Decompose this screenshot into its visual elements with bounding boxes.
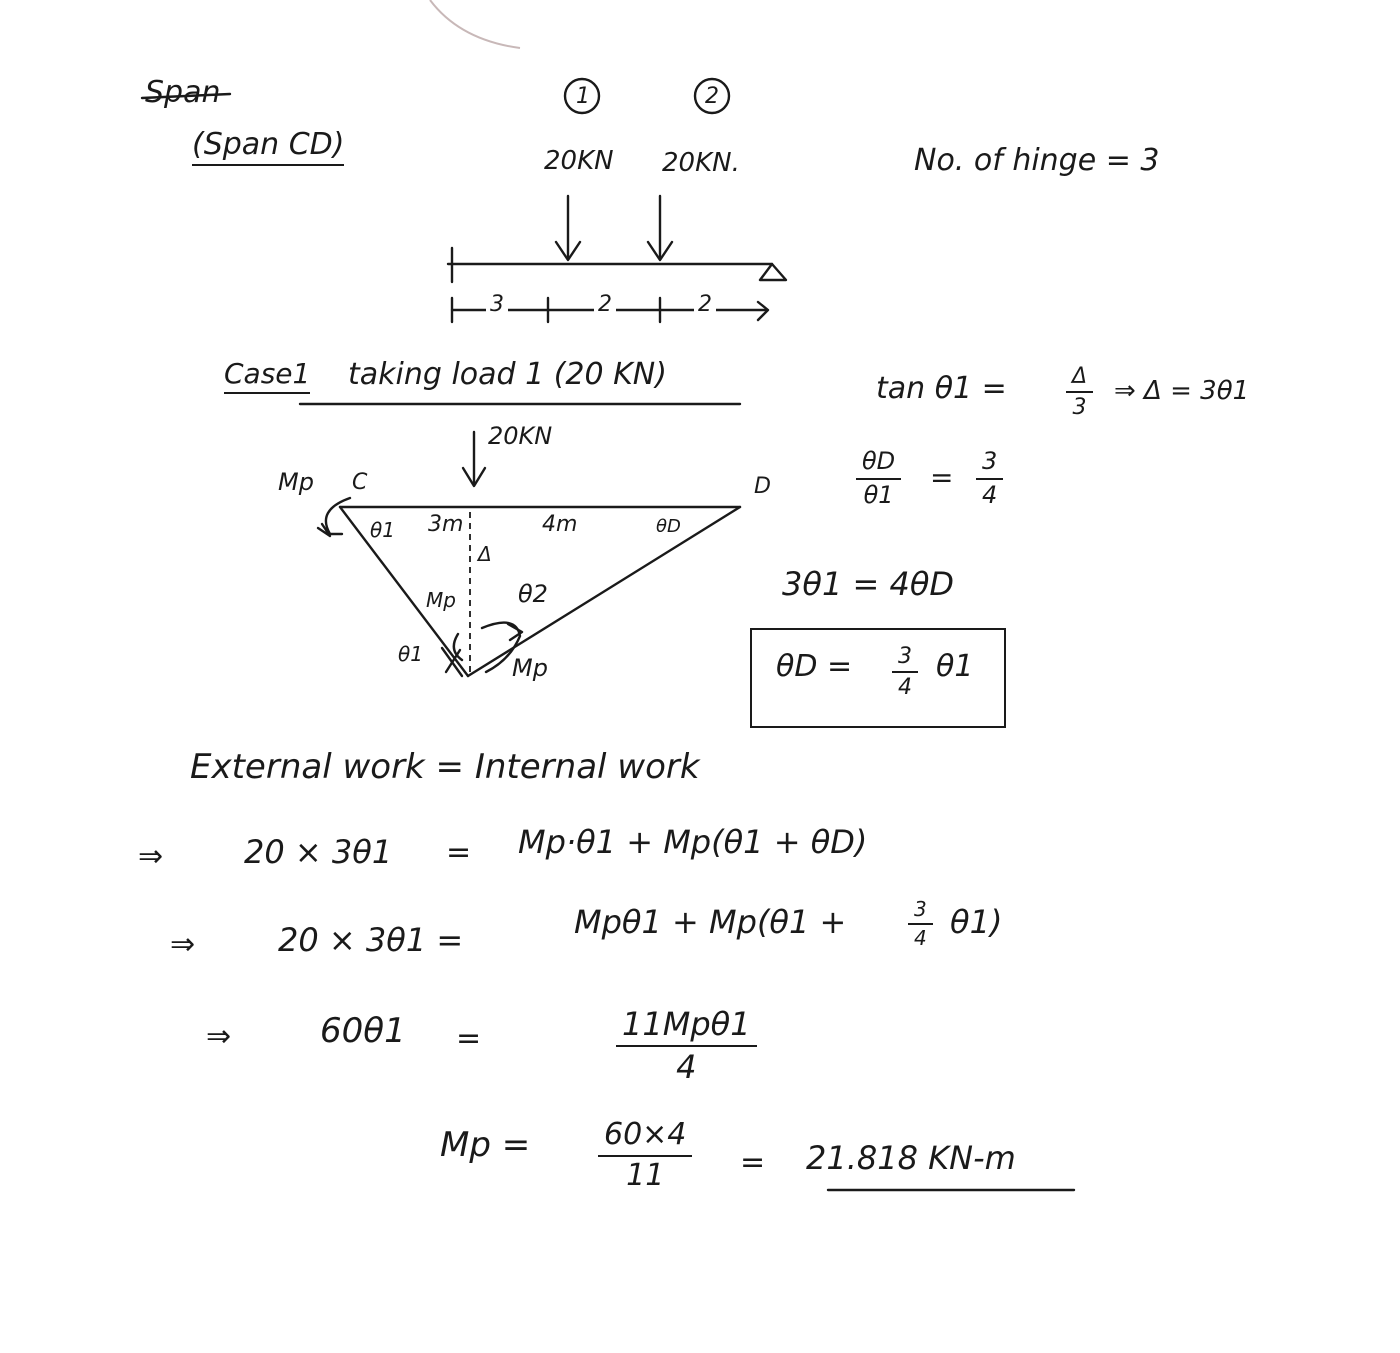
load-marker-1: 1 <box>576 84 590 109</box>
case-title: Case1 <box>224 360 310 394</box>
line3-fraction <box>616 1006 757 1086</box>
line4-lhs: Mp = <box>440 1125 531 1165</box>
load-marker-2: 2 <box>705 84 719 109</box>
theta2-label: θ2 <box>518 580 548 608</box>
boxed-rhs: θ1 <box>936 649 974 684</box>
mechanism-right-side <box>468 507 740 676</box>
line2-denominator: 4 <box>914 926 927 950</box>
load-2-label: 20KN. <box>662 148 740 178</box>
tan-lhs: tan θ1 = <box>876 371 1007 406</box>
mechanism-load-label: 20KN <box>488 422 553 450</box>
dimension-3: 3 <box>486 294 508 316</box>
relation-3-4: 3θ1 = 4θD <box>782 565 955 603</box>
boxed-lhs: θD = <box>776 649 853 684</box>
delta-label: Δ <box>478 542 492 566</box>
span-label: (Span CD) <box>192 130 344 166</box>
mp-bottom-label: Mp <box>512 654 548 682</box>
work-title: External work = Internal work <box>190 747 700 787</box>
ratio-numerator: θD <box>856 448 901 480</box>
ratio-fraction-right <box>976 448 1003 509</box>
line3-numerator: 11Mpθ1 <box>616 1006 757 1047</box>
line4-denominator: 11 <box>626 1157 665 1193</box>
mp-left-label: Mp <box>278 468 314 496</box>
theta1-bottom-label: θ1 <box>398 642 423 666</box>
theta-d-label: θD <box>656 516 681 537</box>
tan-fraction <box>1066 364 1093 421</box>
tan-result: ⇒ Δ = 3θ1 <box>1114 376 1250 406</box>
line4-fraction <box>598 1118 692 1193</box>
faint-pencil-curve <box>430 0 520 48</box>
line4-equals: = <box>740 1145 766 1180</box>
load-1-label: 20KN <box>544 146 614 176</box>
dimension-2a: 2 <box>594 294 616 316</box>
ratio-equals: = <box>930 461 954 494</box>
ratio-right-numerator: 3 <box>976 448 1003 480</box>
line3-lhs: 60θ1 <box>320 1011 406 1051</box>
final-answer: 21.818 KN-m <box>806 1139 1016 1177</box>
tan-numerator: Δ <box>1066 364 1093 393</box>
dimension-2b: 2 <box>694 294 716 316</box>
roller-support <box>760 264 786 280</box>
ratio-denominator: θ1 <box>863 480 894 509</box>
line1-rhs: Mp·θ1 + Mp(θ1 + θD) <box>518 823 868 861</box>
line2-numerator: 3 <box>908 898 933 925</box>
line3-equals: = <box>456 1021 482 1056</box>
line3-denominator: 4 <box>676 1047 697 1086</box>
distance-3m: 3m <box>428 512 464 537</box>
mp-mid-label: Mp <box>426 588 456 612</box>
theta1-top-label: θ1 <box>370 518 395 542</box>
boxed-numerator: 3 <box>892 644 918 673</box>
line2-rhs-b: θ1) <box>950 903 1003 941</box>
line2-arrow: ⇒ <box>170 927 196 962</box>
node-d-label: D <box>754 474 771 499</box>
tan-denominator: 3 <box>1072 395 1087 421</box>
line4-numerator: 60×4 <box>598 1118 692 1157</box>
case-description: taking load 1 (20 KN) <box>348 357 667 392</box>
boxed-denominator: 4 <box>898 675 912 701</box>
hinge-count: No. of hinge = 3 <box>914 143 1160 178</box>
distance-4m: 4m <box>542 512 578 537</box>
line2-lhs: 20 × 3θ1 = <box>278 921 464 959</box>
line1-arrow: ⇒ <box>138 839 164 874</box>
line3-arrow: ⇒ <box>206 1019 232 1054</box>
line2-rhs-a: Mpθ1 + Mp(θ1 + <box>574 903 847 941</box>
node-c-label: C <box>352 470 368 495</box>
line1-equals: = <box>446 835 472 870</box>
line1-lhs: 20 × 3θ1 <box>244 833 393 871</box>
ratio-fraction-left <box>856 448 901 509</box>
boxed-fraction <box>892 644 918 701</box>
struck-word: Span <box>145 75 221 110</box>
ratio-right-denominator: 4 <box>982 480 998 509</box>
line2-fraction <box>908 898 933 950</box>
